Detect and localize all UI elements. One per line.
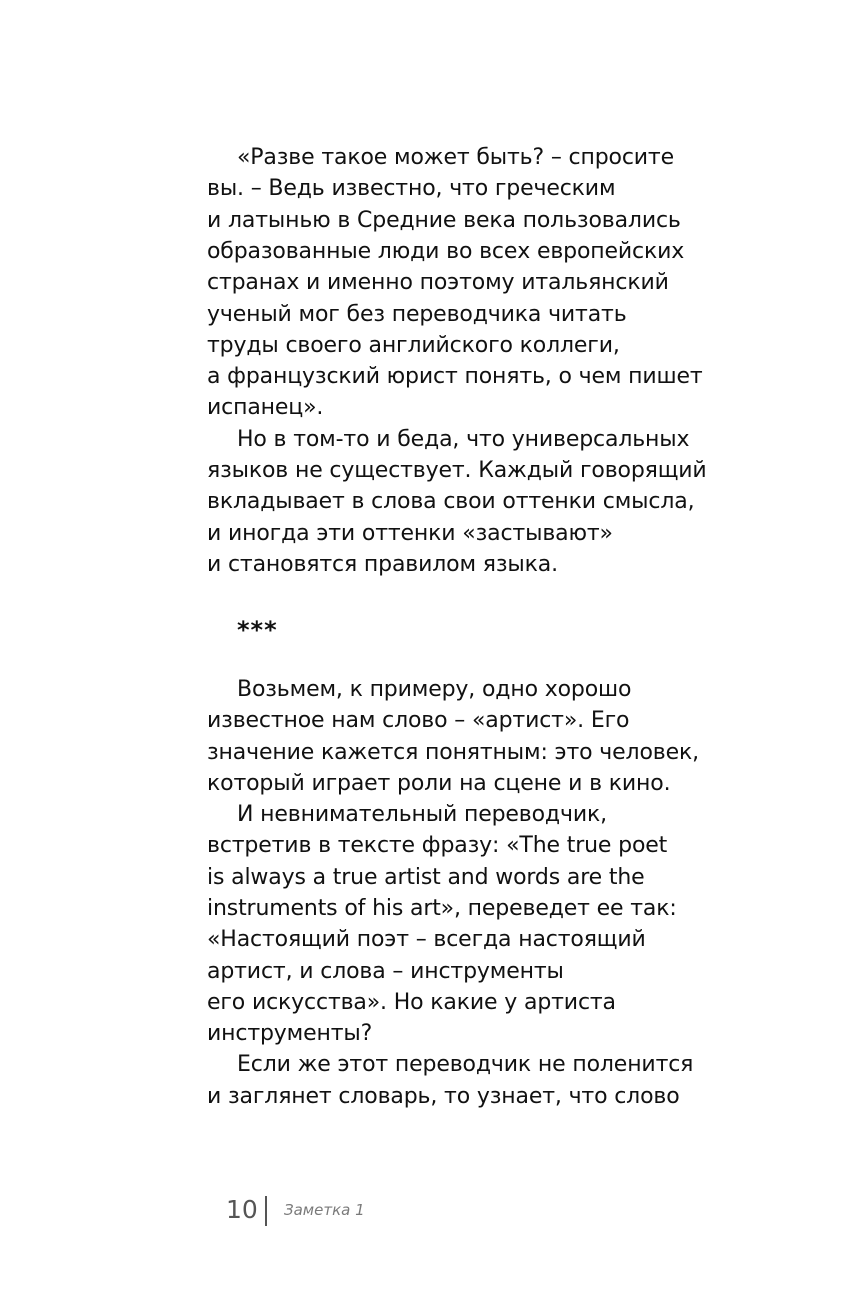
text-line: а французский юрист понять, о чем пишет (207, 364, 703, 389)
section-divider: *** (237, 616, 278, 644)
footer-divider (265, 1196, 267, 1226)
text-line: is always a true artist and words are the (207, 865, 645, 890)
text-line: который играет роли на сцене и в кино. (207, 771, 671, 796)
text-line: Возьмем, к примеру, одно хорошо (237, 677, 632, 702)
text-line: странах и именно поэтому итальянский (207, 270, 669, 295)
running-head: Заметка 1 (284, 1201, 365, 1219)
text-line: вкладывает в слова свои оттенки смысла, (207, 489, 695, 514)
text-line: инструменты? (207, 1021, 373, 1046)
text-line: испанец». (207, 395, 324, 420)
text-line: Если же этот переводчик не поленится (237, 1052, 694, 1077)
text-line: И невнимательный переводчик, (237, 802, 607, 827)
text-line: известное нам слово – «артист». Его (207, 708, 630, 733)
text-line: ученый мог без переводчика читать (207, 302, 627, 327)
text-line: instruments of his art», переведет ее так: (207, 896, 677, 921)
text-line: артист, и слова – инструменты (207, 959, 564, 984)
text-line: и заглянет словарь, то узнает, что слово (207, 1084, 680, 1109)
text-line: и иногда эти оттенки «застывают» (207, 521, 613, 546)
text-line: и латынью в Средние века пользовались (207, 208, 681, 233)
text-line: образованные люди во всех европейских (207, 239, 685, 264)
text-line: встретив в тексте фразу: «The true poet (207, 833, 668, 858)
page-number: 10 (226, 1195, 258, 1224)
text-line: Но в том-то и беда, что универсальных (237, 427, 690, 452)
text-line: языков не существует. Каждый говорящий (207, 458, 707, 483)
text-line: вы. – Ведь известно, что греческим (207, 176, 616, 201)
text-line: «Настоящий поэт – всегда настоящий (207, 927, 646, 952)
text-line: значение кажется понятным: это человек, (207, 740, 699, 765)
text-line: труды своего английского коллеги, (207, 333, 620, 358)
text-line: и становятся правилом языка. (207, 552, 558, 577)
text-line: «Разве такое может быть? – спросите (237, 145, 674, 170)
text-line: его искусства». Но какие у артиста (207, 990, 616, 1015)
